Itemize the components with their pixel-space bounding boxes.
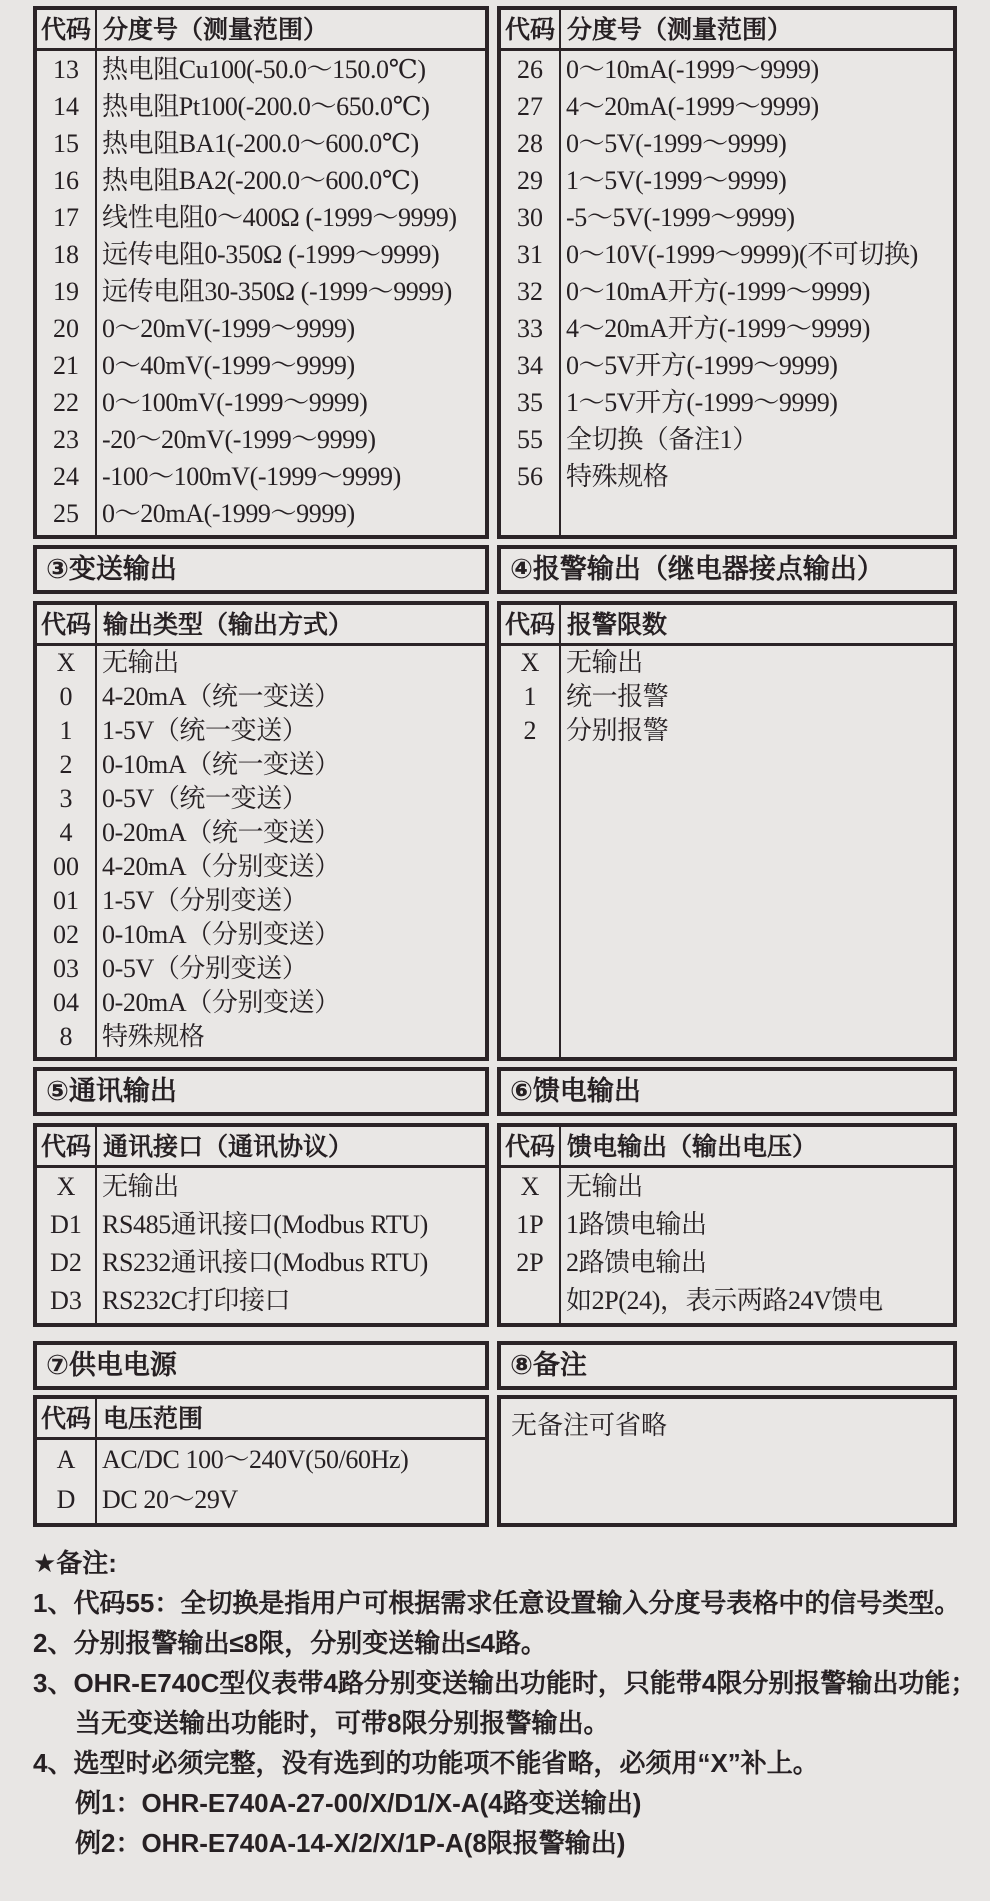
section-title-feed-output: ⑥馈电输出 [497, 1067, 957, 1116]
desc-cell: -5～5V(-1999～9999) [566, 203, 795, 232]
section-title-power-supply: ⑦供电电源 [33, 1341, 489, 1390]
input-code-tables [33, 6, 990, 539]
desc-cell: 0～10mA开方(-1999～9999) [566, 277, 870, 306]
code-column-header: 代码 [501, 1127, 561, 1165]
code-cell: 23 [53, 425, 79, 454]
code-cell: 1P [516, 1210, 544, 1239]
code-cell: 27 [517, 92, 543, 121]
power-supply-table [33, 1395, 489, 1527]
code-column-header: 代码 [37, 1399, 97, 1437]
desc-cell: 4～20mA开方(-1999～9999) [566, 314, 870, 343]
alarm-output-table [497, 601, 957, 1061]
code-cell: X [56, 1172, 76, 1201]
comm-output-table [33, 1123, 489, 1327]
code-cell: 30 [517, 203, 543, 232]
desc-cell: 4-20mA（分别变送） [102, 852, 340, 881]
section-title-remark: ⑧备注 [497, 1341, 957, 1390]
code-cell: 04 [53, 988, 79, 1017]
desc-column [97, 1440, 485, 1523]
desc-column [561, 51, 953, 535]
desc-column-header: 馈电输出（输出电压） [567, 1133, 818, 1161]
code-cell: 26 [517, 55, 543, 84]
table-header [501, 605, 953, 646]
code-cell: 18 [53, 240, 79, 269]
code-column-header: 代码 [501, 605, 561, 643]
desc-cell: RS232通讯接口(Modbus RTU) [102, 1248, 428, 1277]
desc-cell: DC 20～29V [102, 1485, 238, 1514]
table-body [37, 1168, 485, 1323]
section-bands-7-8 [33, 1341, 990, 1390]
desc-cell: 0-20mA（统一变送） [102, 818, 340, 847]
code-cell: 19 [53, 277, 79, 306]
code-cell: D2 [50, 1248, 82, 1277]
desc-cell: 0-10mA（分别变送） [102, 920, 340, 949]
code-cell: 01 [53, 886, 79, 915]
desc-cell: RS485通讯接口(Modbus RTU) [102, 1210, 428, 1239]
desc-cell: 特殊规格 [102, 1022, 205, 1051]
desc-cell: -100～100mV(-1999～9999) [102, 462, 401, 491]
desc-cell: 远传电阻0-350Ω (-1999～9999) [102, 240, 440, 269]
desc-cell: 特殊规格 [566, 462, 669, 491]
code-cell: 16 [53, 166, 79, 195]
code-cell: 3 [59, 784, 73, 813]
code-cell [501, 1282, 559, 1320]
desc-column-header: 分度号（测量范围） [567, 16, 793, 44]
desc-cell: 4～20mA(-1999～9999) [566, 92, 819, 121]
code-cell: 34 [517, 351, 543, 380]
desc-cell: 0～20mV(-1999～9999) [102, 314, 355, 343]
table-body [37, 51, 485, 535]
desc-column [97, 1168, 485, 1323]
code-cell: 00 [53, 852, 79, 881]
desc-cell: 0～20mA(-1999～9999) [102, 499, 355, 528]
code-cell: 03 [53, 954, 79, 983]
code-column [37, 51, 97, 535]
comm-feed-tables [33, 1123, 990, 1327]
desc-cell: 统一报警 [566, 682, 669, 711]
desc-cell: 1路馈电输出 [566, 1210, 707, 1239]
code-cell: 14 [53, 92, 79, 121]
desc-cell: 0～10mA(-1999～9999) [566, 55, 819, 84]
code-cell: 21 [53, 351, 79, 380]
desc-cell: 1-5V（统一变送） [102, 716, 308, 745]
desc-column-header: 输出类型（输出方式） [103, 611, 354, 639]
desc-cell: RS232C打印接口 [102, 1286, 291, 1315]
code-cell: 2P [516, 1248, 544, 1277]
code-cell: 15 [53, 129, 79, 158]
code-column [37, 1168, 97, 1323]
table-header [501, 10, 953, 51]
code-cell: D [56, 1485, 76, 1514]
code-column [501, 646, 561, 1057]
table-body [501, 1168, 953, 1323]
desc-cell: 热电阻BA1(-200.0～600.0℃) [102, 129, 419, 158]
desc-cell: 热电阻BA2(-200.0～600.0℃) [102, 166, 419, 195]
desc-column [97, 646, 485, 1057]
code-cell: A [56, 1445, 76, 1474]
code-cell: 33 [517, 314, 543, 343]
table-header [501, 1127, 953, 1168]
code-cell: 1 [59, 716, 73, 745]
code-cell: 25 [53, 499, 79, 528]
table-body [501, 51, 953, 535]
code-cell: 20 [53, 314, 79, 343]
desc-cell: AC/DC 100～240V(50/60Hz) [102, 1445, 409, 1474]
desc-cell: 远传电阻30-350Ω (-1999～9999) [102, 277, 452, 306]
desc-cell: 0～10V(-1999～9999)(不可切换) [566, 240, 918, 269]
code-cell: 22 [53, 388, 79, 417]
desc-cell: 0-10mA（统一变送） [102, 750, 340, 779]
desc-cell: 线性电阻0～400Ω (-1999～9999) [102, 203, 457, 232]
footnote-4: 4、选型时必须完整，没有选到的功能项不能省略，必须用“X”补上。 [33, 1748, 819, 1778]
desc-cell: 无输出 [566, 1172, 643, 1201]
section-title-alarm-output: ④报警输出（继电器接点输出） [497, 545, 957, 594]
feed-output-table [497, 1123, 957, 1327]
code-cell: 0 [59, 682, 73, 711]
desc-cell: 0～40mV(-1999～9999) [102, 351, 355, 380]
example-1: 例1：OHR-E740A-27-00/X/D1/X-A(4路变送输出) [75, 1788, 642, 1818]
code-column-header: 代码 [37, 605, 97, 643]
section-bands-5-6 [33, 1067, 990, 1116]
desc-column [97, 51, 485, 535]
code-cell: X [56, 648, 76, 677]
table-body [37, 1440, 485, 1523]
remark-cell: 无备注可省略 [497, 1395, 957, 1527]
table-header [37, 1399, 485, 1440]
desc-cell: 1～5V(-1999～9999) [566, 166, 787, 195]
desc-column-header: 报警限数 [567, 611, 668, 639]
input-table-right [497, 6, 957, 539]
code-cell: 56 [517, 462, 543, 491]
code-column [37, 1440, 97, 1523]
power-remark-tables [33, 1395, 990, 1527]
code-column [37, 646, 97, 1057]
code-cell: 35 [517, 388, 543, 417]
desc-cell: 0-20mA（分别变送） [102, 988, 340, 1017]
output-alarm-tables [33, 601, 990, 1061]
section-title-transmit-output: ③变送输出 [33, 545, 489, 594]
desc-cell: 0～100mV(-1999～9999) [102, 388, 368, 417]
transmit-output-table [33, 601, 489, 1061]
code-cell: 17 [53, 203, 79, 232]
code-cell: 29 [517, 166, 543, 195]
footnotes-title: ★备注: [33, 1548, 117, 1578]
code-column-header: 代码 [37, 10, 97, 48]
code-cell: X [520, 648, 540, 677]
code-cell: 2 [59, 750, 73, 779]
desc-cell: 0～5V(-1999～9999) [566, 129, 787, 158]
footnotes [33, 1543, 990, 1863]
code-cell: 31 [517, 240, 543, 269]
desc-cell: 分别报警 [566, 716, 669, 745]
input-table-left [33, 6, 489, 539]
code-cell: 32 [517, 277, 543, 306]
code-column [501, 51, 561, 535]
footnote-3-continued: 当无变送输出功能时，可带8限分别报警输出。 [75, 1708, 610, 1738]
desc-column [561, 1168, 953, 1323]
section-title-comm-output: ⑤通讯输出 [33, 1067, 489, 1116]
code-cell: 4 [59, 818, 73, 847]
desc-cell: 1-5V（分别变送） [102, 886, 308, 915]
code-cell: X [520, 1172, 540, 1201]
desc-cell: 4-20mA（统一变送） [102, 682, 340, 711]
code-cell: D1 [50, 1210, 82, 1239]
code-cell: 28 [517, 129, 543, 158]
code-cell: 24 [53, 462, 79, 491]
desc-cell: 如2P(24)，表示两路24V馈电 [566, 1286, 883, 1315]
footnote-2: 2、分别报警输出≤8限，分别变送输出≤4路。 [33, 1628, 547, 1658]
desc-cell: 无输出 [102, 1172, 179, 1201]
desc-cell: 热电阻Pt100(-200.0～650.0℃) [102, 92, 430, 121]
table-header [37, 10, 485, 51]
code-cell: 1 [523, 682, 537, 711]
table-header [37, 1127, 485, 1168]
code-cell: 2 [523, 716, 537, 745]
footnote-1: 1、代码55：全切换是指用户可根据需求任意设置输入分度号表格中的信号类型。 [33, 1588, 961, 1618]
table-body [37, 646, 485, 1057]
desc-cell: 1～5V开方(-1999～9999) [566, 388, 838, 417]
code-cell: 8 [59, 1022, 73, 1051]
example-2: 例2：OHR-E740A-14-X/2/X/1P-A(8限报警输出) [75, 1828, 626, 1858]
footnote-3: 3、OHR-E740C型仪表带4路分别变送输出功能时，只能带4限分别报警输出功能； [33, 1668, 977, 1698]
code-cell: 13 [53, 55, 79, 84]
desc-cell: 0-5V（统一变送） [102, 784, 308, 813]
table-header [37, 605, 485, 646]
desc-cell: 热电阻Cu100(-50.0～150.0℃) [102, 55, 426, 84]
desc-cell: -20～20mV(-1999～9999) [102, 425, 376, 454]
code-cell: D3 [50, 1286, 82, 1315]
code-column-header: 代码 [37, 1127, 97, 1165]
desc-column [561, 646, 953, 1057]
code-cell: 02 [53, 920, 79, 949]
code-column [501, 1168, 561, 1323]
desc-cell: 无输出 [102, 648, 179, 677]
code-cell: 55 [517, 425, 543, 454]
desc-cell: 全切换（备注1） [566, 425, 758, 454]
desc-cell: 0-5V（分别变送） [102, 954, 308, 983]
desc-column-header: 通讯接口（通讯协议） [103, 1133, 354, 1161]
desc-cell: 无输出 [566, 648, 643, 677]
desc-column-header: 电压范围 [103, 1405, 204, 1433]
desc-column-header: 分度号（测量范围） [103, 16, 329, 44]
desc-cell: 2路馈电输出 [566, 1248, 707, 1277]
code-column-header: 代码 [501, 10, 561, 48]
desc-cell: 0～5V开方(-1999～9999) [566, 351, 838, 380]
section-bands-3-4 [33, 545, 990, 594]
table-body [501, 646, 953, 1057]
